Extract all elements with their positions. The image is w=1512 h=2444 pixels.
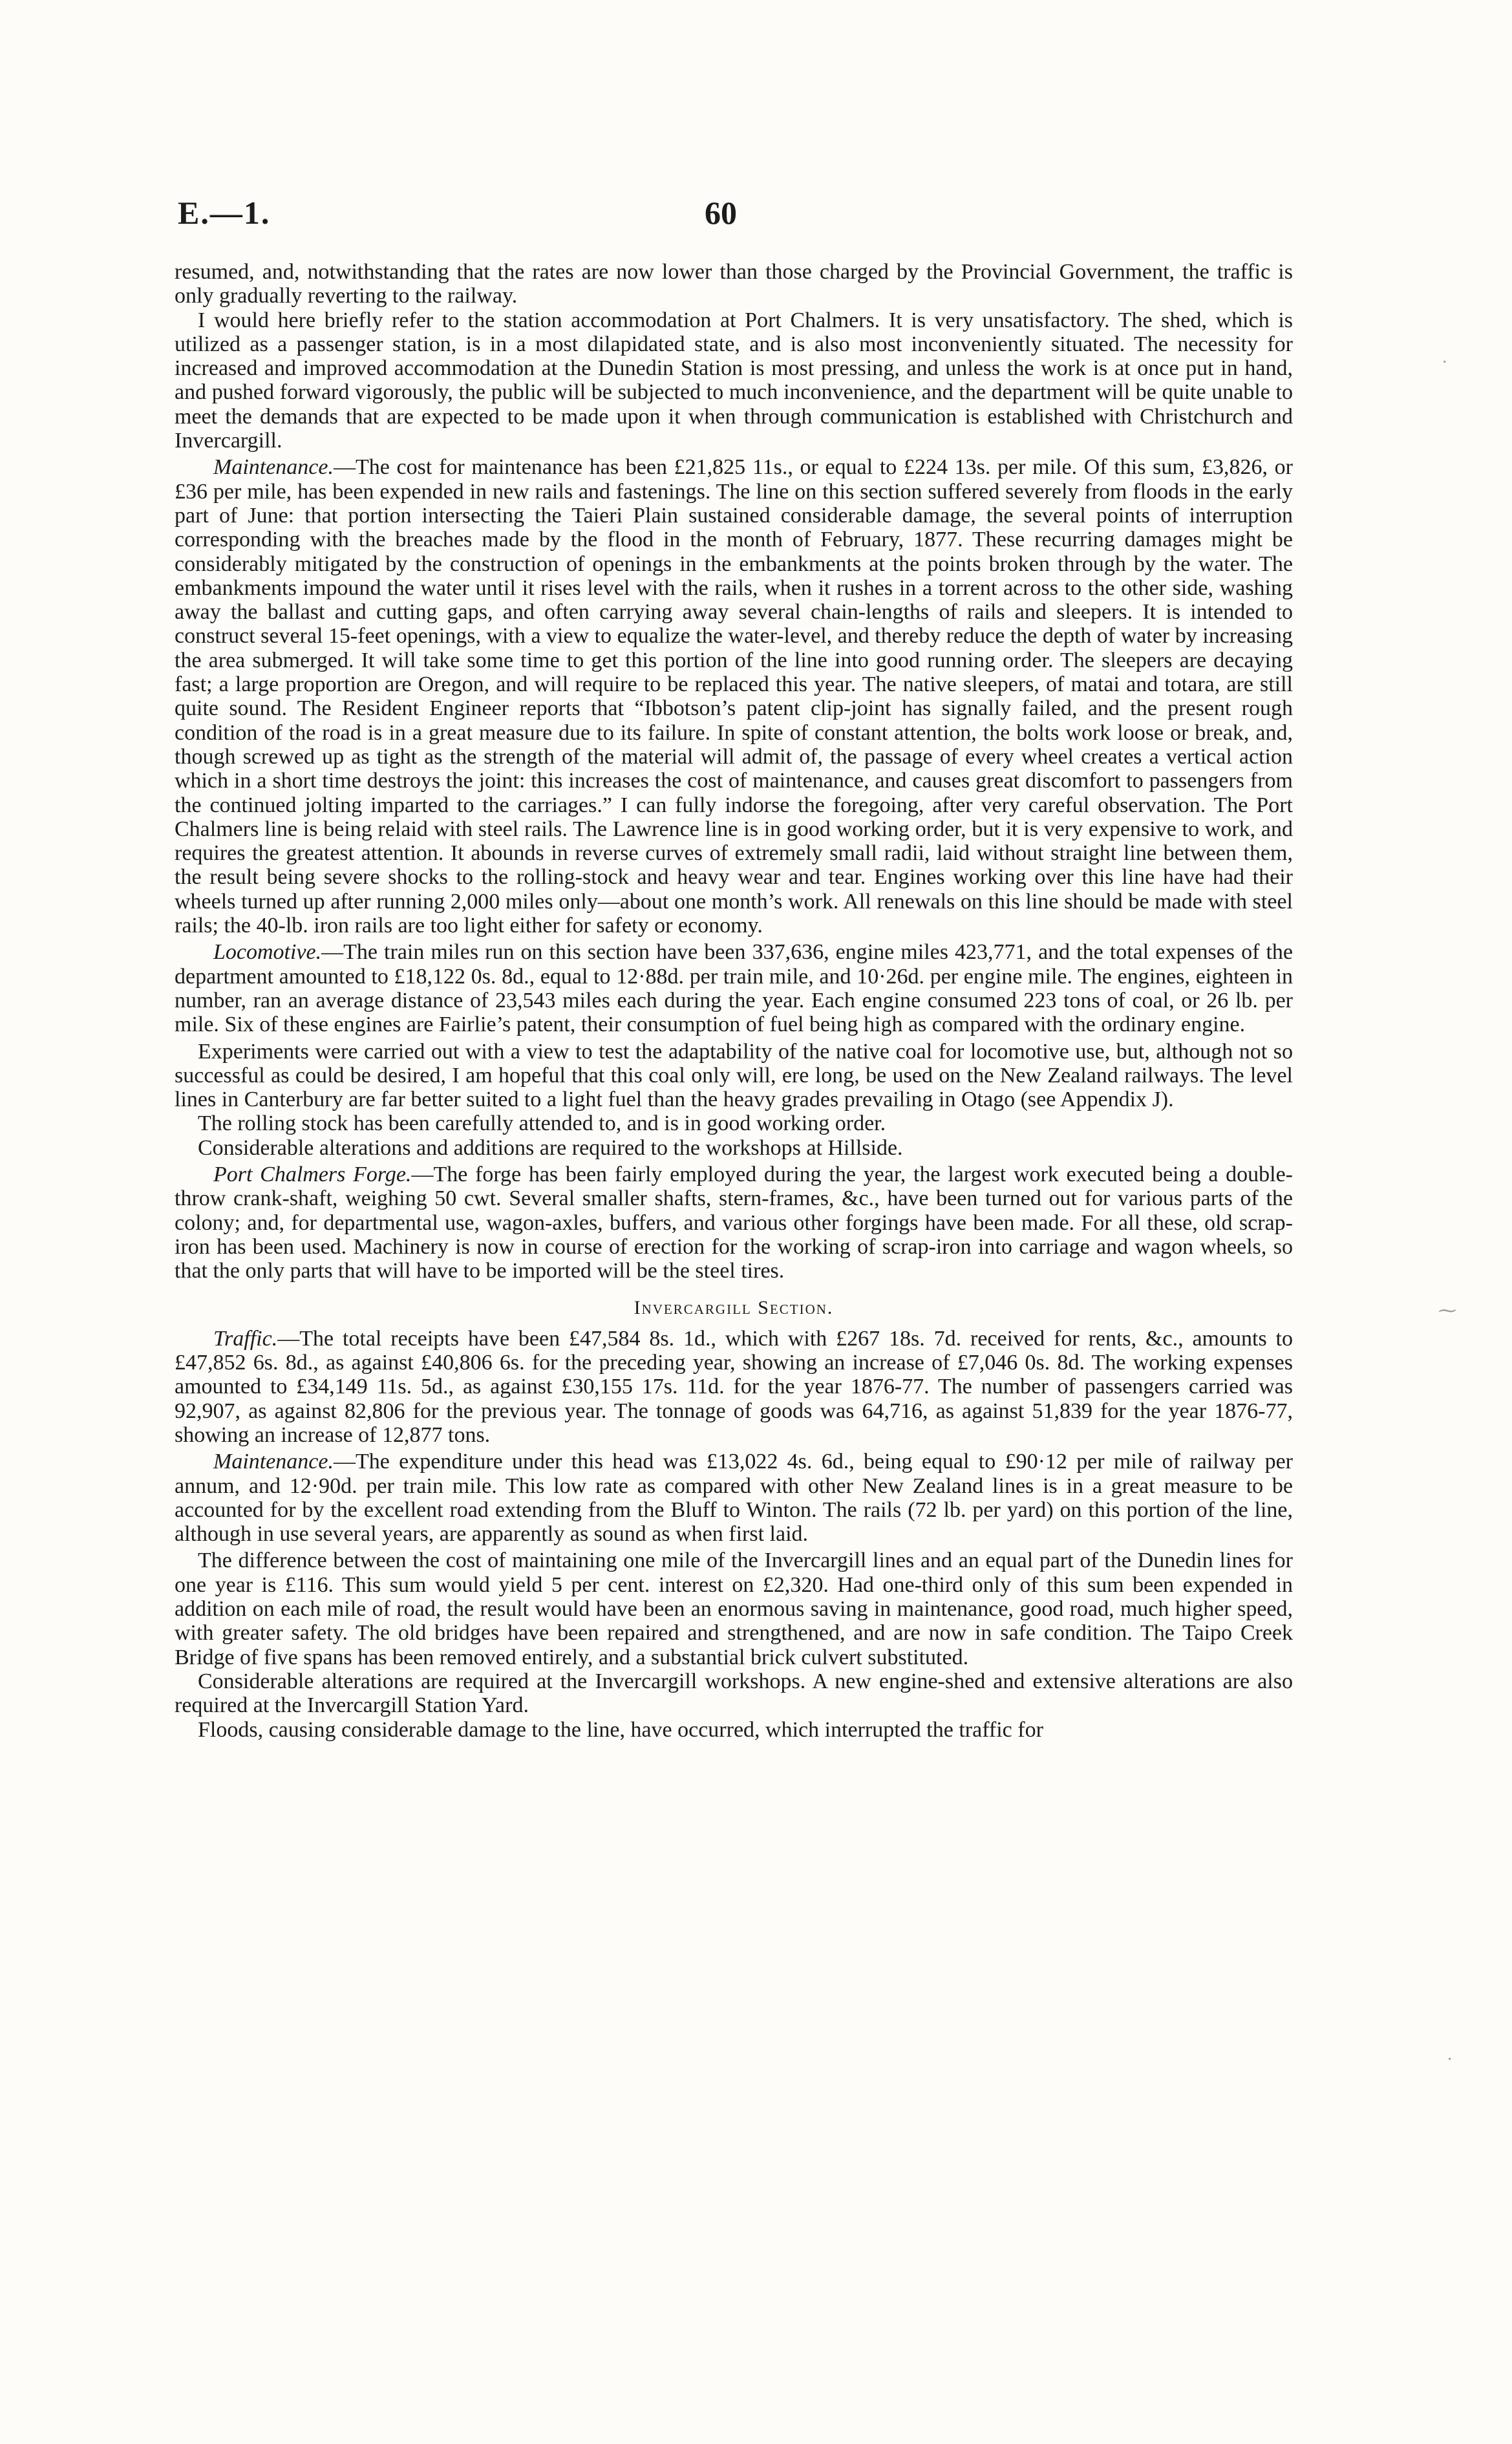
margin-tick: ⁓ [1438, 1301, 1456, 1321]
margin-speck: · [1442, 352, 1448, 372]
run-in-heading-maintenance-invercargill: Maintenance. [213, 1450, 334, 1474]
margin-speck: · [1447, 2050, 1453, 2070]
parliamentary-paper-reference: E.—1. [178, 195, 271, 231]
paragraph-port-chalmers-forge: Port Chalmers Forge.—The forge has been fairly employed during the year, the largest work executed being a double-throw crank-shaft, weighing 50 cwt. Several smaller shafts, stern-frames, &c., have been turned out for various parts of the colony; and, for departmental use, wagon-axles, buffers, and various other forgings have been made. For all these, old scrap-iron has been used. Machinery is now in course of erection for the working of scrap-iron into carriage and wagon wheels, so that the only parts that will have to be imported will be the steel tires. [175, 1162, 1293, 1283]
paragraph-native-coal: Experiments were carried out with a view to test the adaptability of the native coal for locomotive use, but, although not so successful as could be desired, I am hopeful that this coal only will, ere long, be used on the New Zealand railways. The level lines in Canterbury are far better suited to a light fuel than the heavy grades prevailing in Otago (see Appendix J). [175, 1039, 1293, 1112]
run-in-heading-locomotive: Locomotive. [213, 940, 322, 965]
paragraph-invercargill-maintenance: Maintenance.—The expenditure under this head was £13,022 4s. 6d., being equal to £90·12 per mile of railway per annum, and 12·90d. per train mile. This low rate as compared with other New Zealand lines is in a great measure to be accounted for by the excellent road extending from the Bluff to Winton. The rails (72 lb. per yard) on this portion of the line, although in use several years, are apparently as sound as when first laid. [175, 1450, 1293, 1547]
page-header [175, 194, 1337, 246]
page-number: 60 [705, 195, 737, 231]
paragraph-locomotive: Locomotive.—The train miles run on this section have been 337,636, engine miles 423,771, and the total expenses of the department amounted to £18,122 0s. 8d., equal to 12·88d. per train mile, and 10·26d. per engine mile. The engines, eighteen in number, ran an average distance of 23,543 miles each during the year. Each engine consumed 223 tons of coal, or 26 lb. per mile. Six of these engines are Fairlie’s patent, their consumption of fuel being high as compared with the ordinary engine. [175, 940, 1293, 1037]
paragraph-port-chalmers-station: I would here briefly refer to the station accommodation at Port Chalmers. It is very unsatisfactory. The shed, which is utilized as a passenger station, is in a most dilapidated state, and is also most inconveniently situated. The necessity for increased and improved accommodation at the Dunedin Station is most pressing, and unless the work is at once put in hand, and pushed forward vigorously, the public will be subjected to much inconvenience, and the department will be quite unable to meet the demands that are expected to be made upon it when through communication is established with Christchurch and Invercargill. [175, 308, 1293, 453]
paragraph-floods: Floods, causing considerable damage to the line, have occurred, which interrupted the traffic for [198, 1717, 1043, 1742]
paragraph-traffic: Traffic.—The total receipts have been £47,584 8s. 1d., which with £267 18s. 7d. received for rents, &c., amounts to £47,852 6s. 8d., as against £40,806 6s. for the preceding year, showing an increase of £7,046 0s. 8d. The working expenses amounted to £34,149 11s. 5d., as against £30,155 17s. 11d. for the year 1876-77. The number of passengers carried was 92,907, as against 82,806 for the previous year. The tonnage of goods was 64,716, as against 51,839 for the year 1876-77, showing an increase of 12,877 tons. [175, 1326, 1293, 1447]
paragraph-maintenance: Maintenance.—The cost for maintenance has been £21,825 11s., or equal to £224 13s. per mile. Of this sum, £3,826, or £36 per mile, has been expended in new rails and fastenings. The line on this section suffered severely from floods in the early part of June: that portion intersecting the Taieri Plain sustained considerable damage, the several points of interruption corresponding with the breaches made by the flood in the month of February, 1877. These recurring damages might be considerably mitigated by the construction of openings in the embankments at the points broken through by the water. The embankments impound the water until it rises level with the rails, when it rushes in a torrent across to the other side, washing away the ballast and cutting gaps, and often carrying away several chain-lengths of rails and sleepers. It is intended to construct several 15-feet openings, with a view to equalize the water-level, and thereby reduce the depth of water by increasing the area submerged. It will take some time to get this portion of the line into good running order. The sleepers are decaying fast; a large proportion are Oregon, and will require to be replaced this year. The native sleepers, of matai and totara, are still quite sound. The Resident Engineer reports that “Ibbotson’s patent clip-joint has signally failed, and the present rough condition of the road is in a great measure due to its failure. In spite of constant attention, the bolts work loose or break, and, though screwed up as tight as the strength of the material will admit of, the passage of every wheel creates a vertical action which in a short time destroys the joint: this increases the cost of maintenance, and causes great discomfort to passengers from the continued jolting imparted to the carriages.” I can fully indorse the foregoing, after very careful observation. The Port Chalmers line is being relaid with steel rails. The Lawrence line is in good working order, but it is very expensive to work, and requires the greatest attention. It abounds in reverse curves of extremely small radii, laid without straight line between them, the result being severe shocks to the rolling-stock and heavy wear and tear. Engines working over this line have had their wheels turned up after running 2,000 miles only—about one month’s work. All renewals on this line should be made with steel rails; the 40-lb. iron rails are too light either for safety or economy. [175, 455, 1293, 938]
paragraph-cost-difference: The difference between the cost of maintaining one mile of the Invercargill lines and an equal part of the Dunedin lines for one year is £116. This sum would yield 5 per cent. interest on £2,320. Had one-third only of this sum been expended in addition on each mile of road, the result would have been an enormous saving in maintenance, good road, much higher speed, with greater safety. The old bridges have been repaired and strengthened, and are now in safe condition. The Taipo Creek Bridge of five spans has been removed entirely, and a substantial brick culvert substituted. [175, 1549, 1293, 1669]
paragraph-continuation: resumed, and, notwithstanding that the rates are now lower than those charged by the Provincial Government, the traffic is only gradually reverting to the railway. [175, 260, 1293, 308]
run-in-heading-traffic: Traffic. [213, 1326, 278, 1351]
run-in-heading-maintenance: Maintenance. [213, 455, 334, 480]
section-heading-invercargill: Invercargill Section. [634, 1297, 834, 1319]
paragraph-hillside-workshops: Considerable alterations and additions are required to the workshops at Hillside. [198, 1135, 903, 1160]
paragraph-invercargill-workshops: Considerable alterations are required at the Invercargill workshops. A new engine-shed and extensive alterations are also required at the Invercargill Station Yard. [175, 1669, 1293, 1718]
body-text [175, 260, 1293, 1742]
paragraph-rolling-stock: The rolling stock has been carefully attended to, and is in good working order. [198, 1111, 886, 1136]
run-in-heading-forge: Port Chalmers Forge. [213, 1162, 412, 1186]
